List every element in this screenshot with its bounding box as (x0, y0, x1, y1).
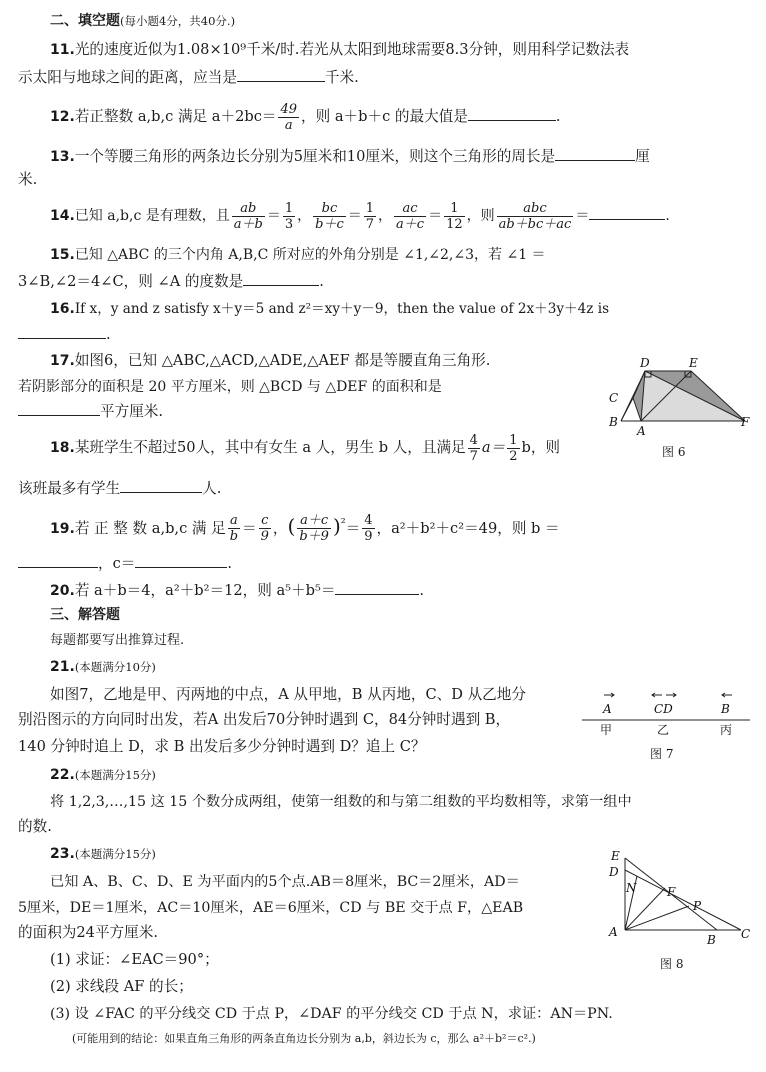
question-number: 14. (50, 208, 75, 224)
label-C: C (741, 927, 751, 941)
section-note: 每题都要写出推算过程. (50, 633, 185, 648)
question-15-line1 (50, 245, 748, 265)
fraction: $\frac{ab}{a+b}$ (233, 200, 263, 232)
question-number: 19. (50, 520, 75, 537)
question-number: 16. (50, 301, 75, 317)
question-text: . (106, 326, 111, 343)
question-number: 11. (50, 42, 75, 58)
question-11-line2 (18, 67, 748, 88)
question-number: 13. (50, 149, 75, 165)
fraction: $\frac{1}{7}$ (365, 200, 375, 232)
question-23-part3 (50, 1004, 750, 1024)
label-N: N (626, 881, 637, 895)
label-F: F (741, 415, 750, 429)
question-21-line2 (18, 710, 580, 730)
question-number: 18. (50, 440, 75, 456)
label-bing: 丙 (720, 723, 733, 737)
label-F: F (667, 885, 676, 899)
question-text: 平方厘米. (100, 403, 164, 420)
question-16-line2 (18, 324, 748, 345)
label-jia: 甲 (600, 723, 613, 737)
question-12 (50, 100, 766, 134)
answer-blank[interactable] (335, 580, 419, 595)
fraction: $\frac{4}{7}$ (469, 432, 478, 464)
fraction: $\frac{c}{9}$ (260, 513, 269, 545)
fraction: $\frac{49}{a}$ (280, 101, 298, 133)
question-text: 已知 A、B、C、D、E 为平面内的5个点.AB＝8厘米，BC＝2厘米，AD＝ (50, 874, 520, 890)
label-P: P (693, 899, 702, 913)
question-number: 20. (50, 583, 75, 599)
label-E: E (611, 849, 620, 863)
question-text: . (319, 273, 324, 290)
question-21-line1 (50, 685, 580, 705)
question-text: 光的速度近似为1.08×10⁹千米/时.若光从太阳到地球需要8.3分钟，则用科学记数法表 (74, 41, 630, 58)
question-text: 将 1,2,3,…,15 这 15 个数分成两组，使第一组数的和与第二组数的平均数相等，求第一组中 (50, 794, 632, 810)
question-21-line3 (18, 737, 598, 757)
question-text: ，c＝ (98, 555, 136, 572)
question-text: 若 a＋b＝4，a²＋b²＝12，则 a⁵＋b⁵＝ (74, 582, 336, 599)
figure-8 (605, 850, 755, 950)
answer-blank[interactable] (18, 401, 100, 416)
fraction: $\frac{a+c}{b+9}$ (299, 513, 329, 545)
question-23-part2 (50, 977, 630, 997)
question-11-line1 (50, 40, 766, 60)
question-text: 如图6，已知 △ABC,△ACD,△ADE,△AEF 都是等腰直角三角形. (74, 352, 491, 369)
question-number: 12. (50, 109, 75, 125)
label-A: A (637, 424, 646, 438)
question-23-hint (72, 1030, 752, 1046)
question-text: 千米. (324, 69, 359, 86)
question-17-line2 (18, 377, 598, 397)
answer-blank[interactable] (120, 478, 202, 493)
question-text: (2) 求线段 AF 的长； (50, 978, 193, 995)
label-D: D (609, 865, 619, 879)
question-text: 已知 a,b,c 是有理数，且 (74, 208, 230, 224)
question-15-line2 (18, 271, 748, 292)
question-score: (本题满分15分) (74, 768, 156, 782)
question-text: 别沿图示的方向同时出发，若A 出发后70分钟时遇到 C，84分钟时遇到 B， (18, 711, 511, 728)
answer-blank[interactable] (237, 67, 325, 82)
label-D: D (640, 356, 650, 370)
question-text: (1) 求证：∠EAC＝90°； (50, 951, 219, 968)
answer-blank-b[interactable] (18, 553, 98, 568)
section-title: 三、解答题 (50, 607, 120, 623)
fraction: $\frac{1}{3}$ (284, 200, 294, 232)
question-text: 示太阳与地球之间的距离，应当是 (18, 69, 237, 86)
question-18-line1: 18.某班学生不超过50人，其中有女生 a 人，男生 b 人，且满足 $\frac{4}{7}$ a＝ $\frac{1}{2}$ b，则 (50, 432, 561, 464)
figure-7-caption: 图 7 (650, 747, 674, 761)
question-text: (3) 设 ∠FAC 的平分线交 CD 于点 P，∠DAF 的平分线交 CD 于点 N，求证：AN＝PN. (50, 1006, 613, 1022)
question-text: . (227, 555, 233, 572)
question-number: 17. (50, 353, 75, 369)
question-text: 的数. (18, 818, 52, 835)
answer-blank-c[interactable] (135, 553, 227, 568)
question-22-line2 (18, 817, 748, 837)
question-23-line2 (18, 898, 596, 918)
label-yi: 乙 (657, 723, 670, 737)
section-note: (每小题4分，共40分.) (120, 14, 236, 28)
hint-text: (可能用到的结论：如果直角三角形的两条直角边长分别为 a,b，斜边长为 c，那么 a²＋b²＝c².) (72, 1032, 536, 1045)
question-22-line1 (50, 792, 748, 812)
question-18-line2 (18, 478, 748, 499)
question-text: 3∠B,∠2＝4∠C，则 ∠A 的度数是 (18, 273, 244, 290)
question-text: 已知 △ABC 的三个内角 A,B,C 所对应的外角分别是 ∠1,∠2,∠3，若 ∠1 ＝ (74, 247, 546, 263)
question-17-line1 (50, 351, 630, 371)
question-21-header (50, 657, 766, 677)
label-E: E (689, 356, 698, 370)
question-text: 140 分钟时追上 D，求 B 出发后多少分钟时遇到 D？追上 C？ (18, 738, 426, 755)
fraction: $\frac{4}{9}$ (364, 513, 373, 545)
question-number: 23. (50, 846, 75, 862)
fraction: $\frac{\text{abc}}{ab+bc+ac}$ (498, 200, 572, 232)
question-23-line1 (50, 872, 595, 892)
question-text: 5厘米，DE＝1厘米，AC＝10厘米，AE＝6厘米，CD 与 BE 交于点 F，△EAB (18, 900, 524, 916)
question-text: 若阴影部分的面积是 20 平方厘米，则 △BCD 与 △DEF 的面积和是 (18, 379, 442, 395)
label-A: A (603, 702, 612, 716)
question-16-line1 (50, 299, 748, 319)
question-22-header (50, 765, 766, 785)
question-text: 一个等腰三角形的两条边长分别为5厘米和10厘米，则这个三角形的周长是 (74, 148, 556, 165)
question-text: 某班学生不超过50人，其中有女生 a 人，男生 b 人，且满足 (74, 439, 466, 456)
question-text: 该班最多有学生 (18, 480, 121, 497)
fraction: $\frac{1}{12}$ (446, 200, 463, 232)
label-A: A (609, 925, 618, 939)
question-score: (本题满分15分) (74, 847, 156, 861)
figure-6-caption: 图 6 (662, 445, 686, 459)
question-number: 22. (50, 767, 75, 783)
question-score: (本题满分10分) (74, 660, 156, 674)
question-text: ，则 a＋b＋c 的最大值是 (301, 108, 468, 125)
fraction: $\frac{bc}{b+c}$ (315, 200, 344, 232)
figure-7 (582, 692, 752, 742)
answer-blank[interactable] (243, 271, 319, 286)
answer-blank[interactable] (555, 146, 635, 161)
section-title: 二、填空题 (50, 13, 120, 29)
answer-blank[interactable] (468, 106, 556, 121)
answer-blank[interactable] (589, 205, 665, 220)
question-number: 21. (50, 659, 75, 675)
label-CD: CD (654, 702, 673, 716)
question-23-part1 (50, 950, 630, 970)
fraction: $\frac{a}{b}$ (229, 513, 239, 545)
question-23-line3 (18, 923, 598, 943)
question-17-line3 (18, 401, 598, 422)
question-20 (50, 580, 766, 601)
question-13-line1 (50, 146, 748, 167)
section-2-heading (50, 11, 766, 31)
fraction: $\frac{1}{2}$ (509, 432, 518, 464)
question-13-line2 (18, 170, 748, 190)
figure-8-caption: 图 8 (660, 957, 684, 971)
question-text: If x，y and z satisfy x＋y＝5 and z²＝xy＋y－9，then the value of 2x＋3y＋4z is (74, 301, 610, 317)
label-B: B (609, 415, 618, 429)
label-B: B (721, 702, 730, 716)
question-text: 若正整数 a,b,c 满足 a＋2bc＝ (74, 108, 277, 125)
section-3-heading (50, 605, 766, 625)
question-text: . (419, 582, 425, 599)
question-text: . (555, 108, 561, 125)
question-text: 人. (202, 480, 222, 497)
question-text: 米. (18, 171, 38, 188)
answer-blank[interactable] (18, 324, 106, 339)
question-text: 的面积为24平方厘米. (18, 924, 158, 941)
question-text: 厘 (635, 148, 650, 165)
question-19-line2 (18, 553, 748, 574)
section-3-note (50, 631, 766, 651)
question-14: 14.已知 a,b,c 是有理数，且 $\frac{ab}{a+b}$ ＝ $\frac{1}{3}$ ， $\frac{bc}{b+c}$ ＝ $\frac{1}{7}$ ， $\frac{ac}{a+c}$ ＝ $\frac{1}{12}$ ，则 $\frac{\text{abc}}{ab+bc+ac}$ ＝ . (50, 200, 670, 232)
question-19-line1: 19.若 正 整 数 a,b,c 满 足 $\frac{a}{b}$ ＝ $\frac{c}{9}$ ，( $\frac{a+c}{b+9}$ )$^{^2}$＝ $\frac{4}{9}$ ，a²＋b²＋c²＝49，则 b ＝ (50, 513, 560, 545)
question-number: 15. (50, 247, 75, 263)
label-B: B (707, 933, 716, 947)
label-C: C (609, 391, 619, 405)
fraction: $\frac{ac}{a+c}$ (396, 200, 425, 232)
question-text: 若 正 整 数 a,b,c 满 足 (74, 519, 226, 537)
question-text: 如图7，乙地是甲、丙两地的中点，A 从甲地，B 从丙地，C、D 从乙地分 (50, 686, 526, 703)
